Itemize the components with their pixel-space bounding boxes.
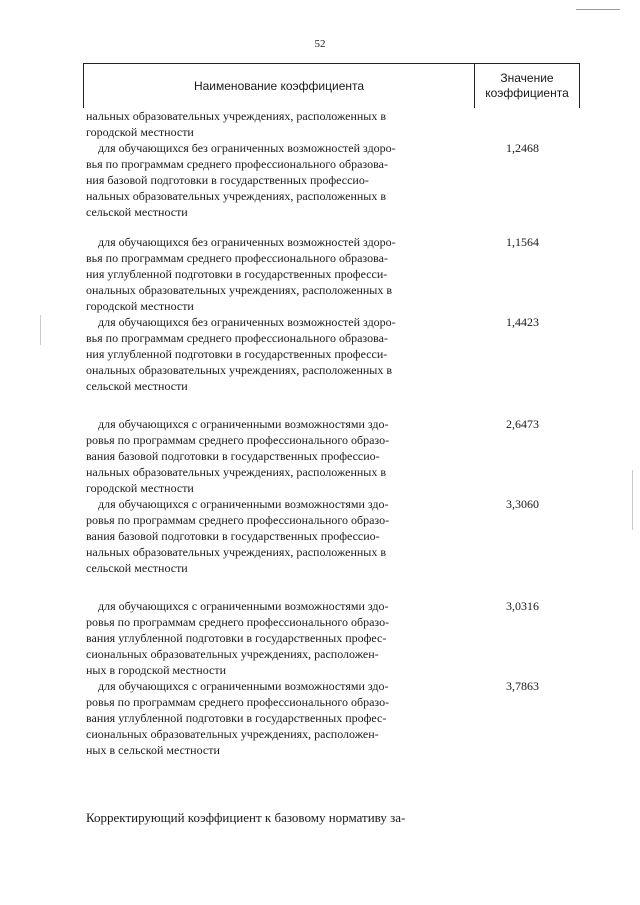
row-text-line: для обучающихся с ограниченными возможностями здо- [98,417,389,431]
scan-mark [576,9,620,10]
margin-mark-right [632,470,633,530]
row-text-line: нальных образовательных учреждениях, расположенных в [86,545,387,559]
row-text-line: ных в городской местности [86,663,227,677]
coefficient-value: 3,7863 [506,679,539,693]
table-row [86,678,576,758]
row-text-line: ровья по программам среднего профессионального образо- [86,513,390,527]
header-name-column: Наименование коэффициента [84,64,475,108]
row-text-line: городской местности [86,299,194,313]
row-text-line: вания базовой подготовки в государственных профессио- [86,529,380,543]
row-text-line: для обучающихся с ограниченными возможностями здо- [98,497,389,511]
header-value-line2: коэффициента [485,86,569,100]
row-text-line: вья по программам среднего профессионального образова- [86,251,388,265]
row-text-line: вья по программам среднего профессионального образова- [86,157,388,171]
coefficient-value: 1,4423 [506,315,539,329]
row-text-line: ровья по программам среднего профессионального образо- [86,695,390,709]
row-text-line: ния углубленной подготовки в государственных професси- [86,267,388,281]
coefficient-value: 3,0316 [506,599,539,613]
header-value-column [475,64,579,108]
table-row [86,598,576,678]
row-text-line: ных в сельской местности [86,743,220,757]
header-value-line1: Значение [500,71,554,85]
coefficient-table [86,108,576,758]
row-text-line: ональных образовательных учреждениях, расположенных в [86,363,393,377]
table-row [86,314,576,394]
row-text-line: для обучающихся без ограниченных возможностей здоро- [98,141,396,155]
row-text-line: для обучающихся с ограниченными возможностями здо- [98,599,389,613]
table-row-continuation [86,108,576,140]
coefficient-value: 1,2468 [506,141,539,155]
row-text-line: нальных образовательных учреждениях, расположенных в [86,189,387,203]
row-text-line: городской местности [86,125,194,139]
row-text-line: сиональных образовательных учреждениях, расположен- [86,647,379,661]
table-header [83,63,580,108]
page-number: 52 [314,38,326,50]
coefficient-value: 3,3060 [506,497,539,511]
row-text-line: ровья по программам среднего профессионального образо- [86,615,390,629]
row-text-line: для обучающихся без ограниченных возможностей здоро- [98,235,396,249]
row-text-line: нальных образовательных учреждениях, расположенных в [86,109,387,123]
row-text-line: вания базовой подготовки в государственных профессио- [86,449,380,463]
coefficient-value: 1,1564 [506,235,539,249]
table-row [86,140,576,220]
row-text-line: ния углубленной подготовки в государственных професси- [86,347,388,361]
row-text-line: городской местности [86,481,194,495]
table-row [86,234,576,314]
row-text-line: для обучающихся без ограниченных возможностей здоро- [98,315,396,329]
row-text-line: сельской местности [86,379,188,393]
table-row [86,496,576,576]
margin-mark-left [40,315,41,345]
row-text-line: вья по программам среднего профессионального образова- [86,331,388,345]
row-text-line: сельской местности [86,561,188,575]
row-text-line: ональных образовательных учреждениях, расположенных в [86,283,393,297]
table-row [86,416,576,496]
row-text-line: вания углубленной подготовки в государственных профес- [86,631,387,645]
row-text-line: ровья по программам среднего профессионального образо- [86,433,390,447]
row-text-line: нальных образовательных учреждениях, расположенных в [86,465,387,479]
row-text-line: ния базовой подготовки в государственных профессио- [86,173,369,187]
row-text-line: сельской местности [86,205,188,219]
row-text-line: сиональных образовательных учреждениях, расположен- [86,727,379,741]
row-text-line: для обучающихся с ограниченными возможностями здо- [98,679,389,693]
body-paragraph: Корректирующий коэффициент к базовому нормативу за- [86,810,406,825]
coefficient-value: 2,6473 [506,417,539,431]
row-text-line: вания углубленной подготовки в государственных профес- [86,711,387,725]
